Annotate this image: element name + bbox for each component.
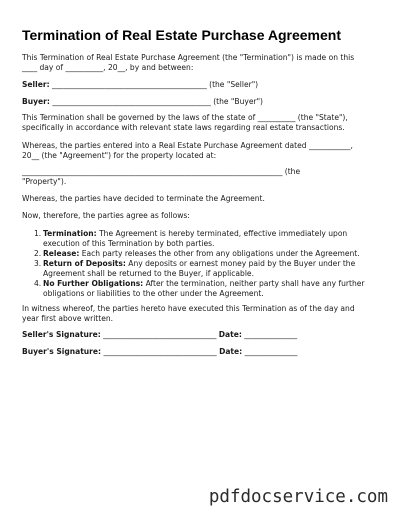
term-number: 2.	[34, 249, 42, 258]
witness-line-1: In witness whereof, the parties hereto have executed this Termination as of the day and	[22, 304, 355, 313]
property-tail: (the	[284, 167, 301, 176]
term-number: 4.	[34, 279, 42, 288]
document-title: Termination of Real Estate Purchase Agreement	[22, 27, 341, 43]
witness-paragraph	[22, 304, 390, 324]
term-heading: Return of Deposits:	[43, 259, 126, 268]
intro-paragraph	[22, 53, 390, 73]
term-heading: Termination:	[43, 229, 97, 238]
buyer-name-field[interactable]: __________________________________________	[52, 97, 211, 106]
buyer-date-field[interactable]: ______________	[244, 347, 298, 356]
term-text: After the termination, neither party shall have any further	[143, 279, 365, 288]
term-heading: Release:	[43, 249, 80, 258]
term-heading: No Further Obligations:	[43, 279, 144, 288]
buyer-signature-field[interactable]: ______________________________	[103, 347, 217, 356]
seller-date-label: Date:	[218, 330, 242, 339]
seller-signature-line	[22, 330, 297, 340]
seller-label: Seller:	[22, 80, 50, 89]
seller-name-field[interactable]: _________________________________________	[52, 80, 207, 89]
buyer-date-label: Date:	[219, 347, 243, 356]
seller-signature-label: Seller's Signature:	[22, 330, 101, 339]
seller-date-field[interactable]: ______________	[244, 330, 298, 339]
seller-signature-field[interactable]: ______________________________	[103, 330, 217, 339]
whereas-agreement-paragraph	[22, 141, 390, 187]
governing-line-1: This Termination shall be governed by the laws of the state of __________ (the "State"),	[22, 113, 348, 122]
buyer-signature-label: Buyer's Signature:	[22, 347, 102, 356]
seller-role: (the "Seller")	[209, 80, 259, 89]
property-address-line	[22, 167, 390, 177]
term-text-cont: obligations or liabilities to the other under the Agreement.	[43, 289, 264, 298]
intro-line-1: This Termination of Real Estate Purchase Agreement (the "Termination") is made on this	[22, 53, 355, 62]
seller-line	[22, 80, 390, 90]
whereas-line-1: Whereas, the parties entered into a Real Estate Purchase Agreement dated ___________,	[22, 141, 353, 150]
term-text: Each party releases the other from any obligations under the Agreement.	[79, 249, 360, 258]
terms-list	[22, 229, 390, 299]
site-watermark: pdfdocservice.com	[208, 487, 388, 507]
term-number: 1.	[34, 229, 42, 238]
property-address-field[interactable]: _____________________________________________________________________	[22, 167, 283, 176]
term-text: Any deposits or earnest money paid by the Buyer under the	[125, 259, 356, 268]
governing-line-2: specifically in accordance with relevant state laws regarding real estate transactions.	[22, 123, 345, 132]
term-item	[22, 229, 390, 249]
therefore-statement: Now, therefore, the parties agree as follows:	[22, 211, 190, 220]
whereas-line-2: 20__ (the "Agreement") for the property located at:	[22, 151, 217, 160]
buyer-line	[22, 97, 390, 107]
term-item	[22, 279, 390, 299]
intro-line-2: ____ day of __________, 20__, by and between:	[22, 63, 194, 72]
governing-law-paragraph	[22, 113, 390, 133]
term-item	[22, 249, 390, 259]
buyer-role: (the "Buyer")	[213, 97, 263, 106]
buyer-signature-line	[22, 347, 297, 357]
whereas-terminate: Whereas, the parties have decided to terminate the Agreement.	[22, 194, 265, 203]
term-text: The Agreement is hereby terminated, effective immediately upon	[96, 229, 348, 238]
term-text-cont: execution of this Termination by both parties.	[43, 239, 215, 248]
property-label: "Property").	[22, 177, 67, 186]
term-number: 3.	[34, 259, 42, 268]
witness-line-2: year first above written.	[22, 314, 114, 323]
buyer-label: Buyer:	[22, 97, 50, 106]
term-item	[22, 259, 390, 279]
term-text-cont: Agreement shall be returned to the Buyer, if applicable.	[43, 269, 254, 278]
